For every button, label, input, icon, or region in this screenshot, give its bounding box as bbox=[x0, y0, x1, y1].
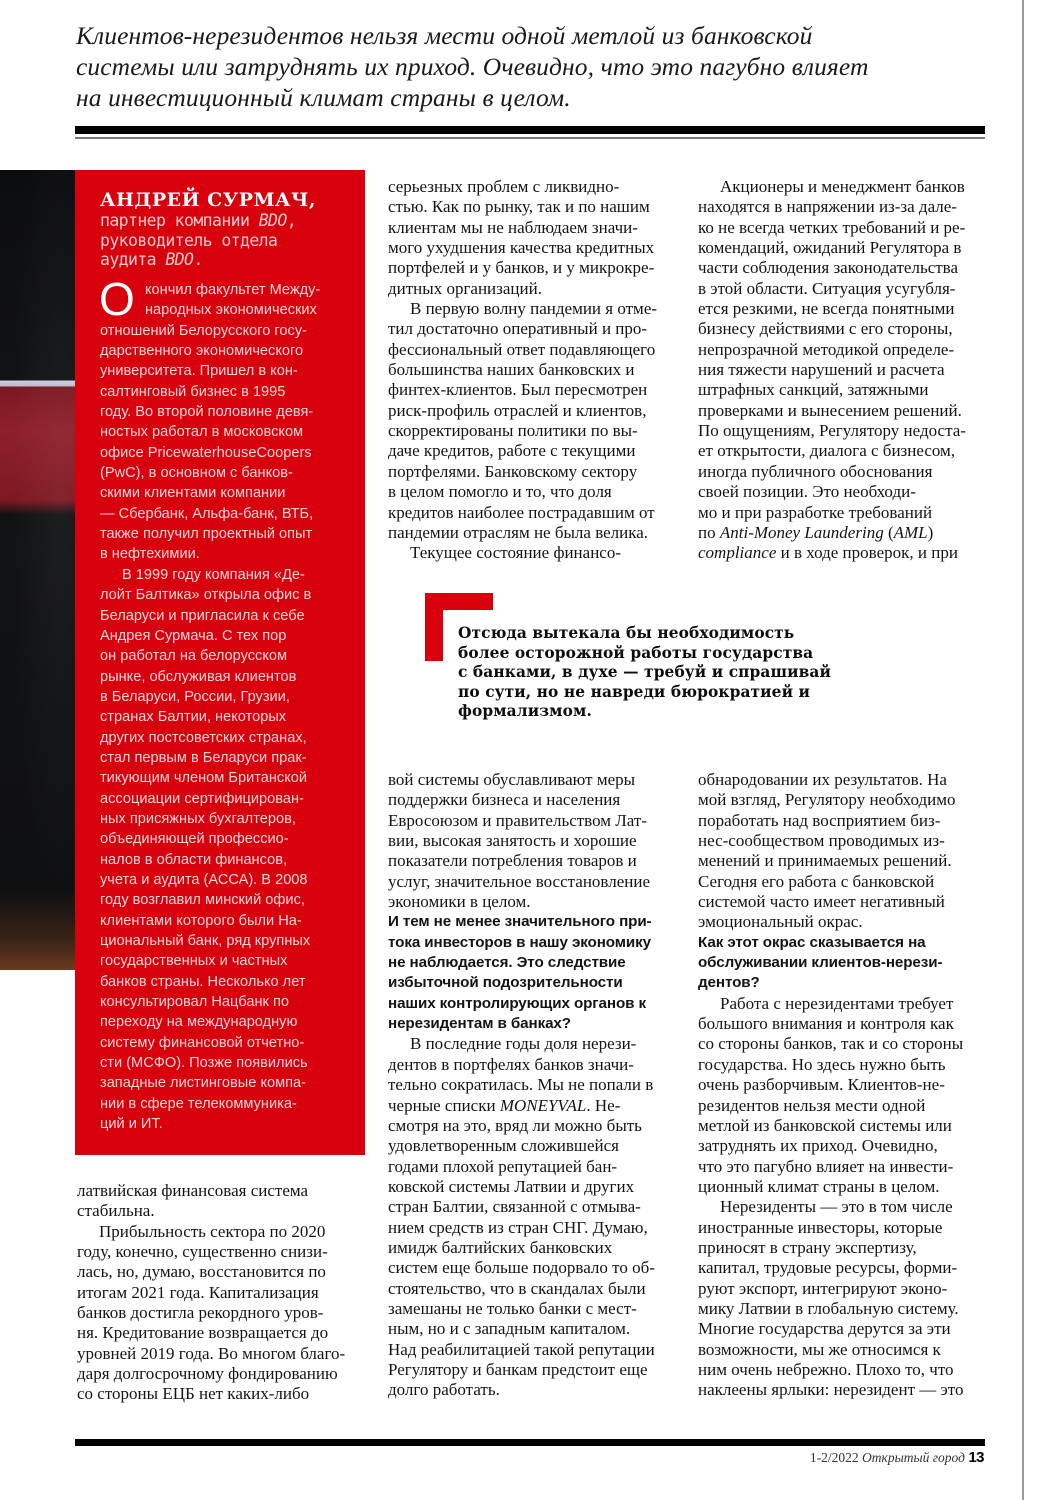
body-line: системой часто имеет негативный bbox=[698, 892, 945, 912]
body-line: нес-сообществом проводимых из- bbox=[698, 831, 945, 851]
body-line bbox=[698, 523, 988, 543]
body-line: По ощущениям, Регулятору недоста- bbox=[698, 421, 966, 441]
pull-quote-line: Клиентов-нерезидентов нельзя мести одной метлой из банковской bbox=[76, 21, 813, 50]
foreign-term: Anti-Money Laundering bbox=[719, 522, 884, 542]
column-2-top bbox=[388, 177, 680, 564]
body-line: Над реабилитацией такой репутации bbox=[388, 1339, 655, 1359]
bio-role-text: . bbox=[193, 250, 203, 269]
body-line: штрафных санкций, затяжными bbox=[698, 380, 929, 400]
body-line: серьезных проблем с ликвидно- bbox=[388, 177, 620, 196]
bio-line: циональный банк, ряд крупных bbox=[100, 933, 311, 949]
body-line: ным, но и с западным капиталом. bbox=[388, 1319, 631, 1339]
column-2-bottom bbox=[388, 770, 680, 1401]
body-line: скорректированы политики по вы- bbox=[388, 421, 638, 441]
body-line: Текущее состояние финансо- bbox=[410, 543, 621, 563]
bio-line: консультировал Нацбанк по bbox=[100, 994, 289, 1011]
body-line: ет открытости, диалога с бизнесом, bbox=[698, 441, 956, 461]
body-line: Работа с нерезидентами требует bbox=[720, 993, 954, 1013]
bio-line: систему финансовой отчетно- bbox=[100, 1034, 305, 1051]
bio-line: скими клиентами компании bbox=[100, 485, 286, 502]
bio-line: клиентами которого были На- bbox=[100, 912, 302, 929]
foreign-term: AML bbox=[893, 522, 928, 542]
body-line: даря долгосрочному фондированию bbox=[77, 1364, 338, 1384]
bio-box bbox=[75, 170, 365, 1155]
body-line: портфелями. Банковскому сектору bbox=[388, 461, 638, 481]
body-line: ним очень небрежно. Плохо то, что bbox=[698, 1359, 954, 1379]
body-line: Сегодня его работа с банковской bbox=[698, 871, 935, 891]
body-line: В первую волну пандемии я отме- bbox=[410, 299, 658, 319]
body-line: замешаны не только банки с мест- bbox=[388, 1298, 637, 1318]
bio-line: ций и ИТ. bbox=[100, 1116, 163, 1133]
portrait-photo-fragment bbox=[0, 170, 76, 970]
body-line: портфелей и у банков, и у микрокре- bbox=[388, 258, 655, 278]
bio-line: банков страны. Несколько лет bbox=[100, 973, 306, 990]
column-3-bottom bbox=[698, 770, 988, 1401]
pull-quote bbox=[76, 20, 996, 113]
header-rule-thin bbox=[75, 137, 985, 139]
quote-line: Отсюда вытекала бы необходимость bbox=[458, 624, 795, 642]
body-line: показатели потребления товаров и bbox=[388, 851, 637, 871]
body-line: мой взгляд, Регулятору необходимо bbox=[698, 790, 956, 810]
body-line: Акционеры и менеджмент банков bbox=[720, 177, 965, 196]
quote-mark-icon bbox=[425, 593, 443, 661]
body-line: резидентов нельзя мести одной bbox=[698, 1095, 926, 1115]
body-line: стоятельство, что в скандалах были bbox=[388, 1278, 646, 1298]
bio-line: учета и аудита (АССА). В 2008 bbox=[100, 871, 308, 888]
body-line: большого внимания и контроля как bbox=[698, 1014, 954, 1034]
footer-magazine-name: Открытый город bbox=[862, 1450, 965, 1465]
bio-role-company: BDO bbox=[165, 250, 194, 269]
body-line: услуг, значительное восстановление bbox=[388, 871, 650, 891]
foreign-term: MONEYVAL bbox=[499, 1095, 587, 1115]
body-line: возможности, мы же относимся к bbox=[698, 1339, 941, 1359]
text-segment: черные списки bbox=[388, 1095, 500, 1115]
body-line: мику Латвии в глобальную систему. bbox=[698, 1298, 959, 1318]
body-line: лась, но, думаю, восстановится по bbox=[77, 1262, 326, 1282]
interview-question-line: дентов? bbox=[698, 974, 760, 992]
body-line: смотря на это, вряд ли можно быть bbox=[388, 1115, 642, 1135]
interview-question-line: И тем не менее значительного при- bbox=[388, 913, 652, 931]
body-line: Евросоюзом и правительством Лат- bbox=[388, 810, 648, 830]
body-line: даче кредитов, работе с текущими bbox=[388, 441, 636, 461]
body-line: руют экспорт, интегрируют эконо- bbox=[698, 1278, 948, 1298]
bio-line: отношений Белорусского госу- bbox=[100, 322, 307, 339]
body-line: уровней 2019 года. Во многом благо- bbox=[77, 1343, 346, 1363]
body-line: ется резкими, не всегда понятными bbox=[698, 299, 955, 319]
body-line: эмоциональный окрас. bbox=[698, 912, 863, 932]
bio-text bbox=[99, 273, 362, 1134]
body-line: менений и принимаемых решений. bbox=[698, 851, 952, 871]
body-line: стран Балтии, связанной с отмыва- bbox=[388, 1197, 641, 1217]
body-line: Регулятору и банкам предстоит еще bbox=[388, 1359, 648, 1379]
body-line: иностранные инвесторы, которые bbox=[698, 1217, 943, 1237]
body-line: метлой из банковской системы или bbox=[698, 1115, 952, 1135]
body-line: затруднять их приход. Очевидно, bbox=[698, 1136, 938, 1156]
bio-line: других постсоветских странах, bbox=[100, 729, 307, 746]
body-line: ко не всегда четких требований и ре- bbox=[698, 217, 966, 237]
body-line: обнародовании их результатов. На bbox=[698, 770, 947, 789]
bio-line: сти (МСФО). Позже появились bbox=[100, 1055, 308, 1072]
pull-quote-line: на инвестиционный климат страны в целом. bbox=[76, 83, 571, 112]
bio-role-company: BDO bbox=[258, 211, 287, 230]
body-line: удовлетворенным сложившейся bbox=[388, 1136, 619, 1156]
text-segment: по bbox=[698, 522, 720, 542]
body-line: имидж балтийских банковских bbox=[388, 1237, 613, 1257]
body-line bbox=[388, 1096, 680, 1116]
body-line: иногда публичного обоснования bbox=[698, 461, 933, 481]
body-line: государства. Но здесь нужно быть bbox=[698, 1054, 946, 1074]
body-line: поддержки бизнеса и населения bbox=[388, 790, 621, 810]
interview-question-line: не наблюдается. Это следствие bbox=[388, 954, 626, 972]
body-line: поработать над восприятием биз- bbox=[698, 810, 941, 830]
interview-question-line: нерезидентам в банках? bbox=[388, 1015, 571, 1033]
bio-line: объединяющей профессио- bbox=[100, 831, 289, 848]
body-line: ковской системы Латвии и других bbox=[388, 1176, 635, 1196]
body-line: наклеены ярлыки: нерезидент — это bbox=[698, 1380, 964, 1400]
highlight-quote bbox=[458, 624, 908, 722]
interview-question-line: наших контролирующих органов к bbox=[388, 994, 646, 1012]
body-line: бизнесу действиями с его стороны, bbox=[698, 319, 953, 339]
bio-line: государственных и частных bbox=[100, 953, 288, 970]
body-line: дитных организаций. bbox=[388, 278, 542, 298]
body-line: вии, высокая занятость и хорошие bbox=[388, 831, 637, 851]
bio-line: году. Во второй половине девя- bbox=[100, 404, 314, 421]
page-number: 13 bbox=[968, 1449, 984, 1466]
bio-line: переходу на международную bbox=[100, 1014, 298, 1031]
bio-line: дарственного экономического bbox=[100, 343, 304, 360]
body-line: кредитов наиболее пострадавшим от bbox=[388, 502, 655, 522]
body-line: латвийская финансовая система bbox=[77, 1181, 309, 1200]
quote-line: с банками, в духе — требуй и спрашивай bbox=[458, 663, 832, 681]
interview-question-line: Как этот окрас сказывается на bbox=[698, 933, 926, 951]
bio-role-text: , bbox=[286, 211, 297, 230]
body-line: годами плохой репутацией бан- bbox=[388, 1156, 618, 1176]
text-segment: и в ходе проверок, и при bbox=[776, 543, 958, 563]
header-rule-thick bbox=[75, 126, 985, 134]
body-line: тельно сократилась. Мы не попали в bbox=[388, 1075, 654, 1095]
body-line: Прибыльность сектора по 2020 bbox=[99, 1221, 326, 1241]
body-line: в этой области. Ситуация усугубля- bbox=[698, 278, 956, 298]
text-segment: ) bbox=[927, 522, 934, 542]
body-line: Многие государства дерутся за эти bbox=[698, 1319, 951, 1339]
interview-question-line: тока инвесторов в нашу экономику bbox=[388, 933, 651, 951]
body-line: ня. Кредитование возвращается до bbox=[77, 1323, 329, 1343]
body-line: клиентам мы не наблюдаем значи- bbox=[388, 217, 638, 237]
body-line: В последние годы доля нерези- bbox=[410, 1034, 637, 1054]
bio-line: салтинговый бизнес в 1995 bbox=[100, 383, 286, 400]
body-line: риск-профиль отраслей и клиентов, bbox=[388, 400, 647, 420]
body-line: банков достигла рекордного уров- bbox=[77, 1303, 324, 1323]
bio-name: АНДРЕЙ СУРМАЧ, bbox=[100, 189, 316, 211]
bio-line: стал первым в Беларуси прак- bbox=[100, 749, 307, 766]
bio-line: Андрея Сурмача. С тех пор bbox=[100, 627, 287, 644]
bio-line: налов в области финансов, bbox=[100, 851, 288, 868]
pull-quote-line: системы или затруднять их приход. Очевидно, что это пагубно влияет bbox=[76, 52, 869, 81]
footer-rule bbox=[75, 1439, 985, 1446]
bio-line: народных экономических bbox=[145, 302, 317, 319]
text-segment: . Не- bbox=[586, 1095, 621, 1115]
column-3-top bbox=[698, 177, 988, 564]
bio-line: ассоциации сертифицирован- bbox=[100, 790, 304, 807]
bio-line: Беларуси и пригласила к себе bbox=[100, 607, 305, 624]
bio-line: в нефтехимии. bbox=[100, 546, 200, 563]
bio-dropcap: О bbox=[99, 273, 135, 325]
body-line: мо и при разработке требований bbox=[698, 502, 933, 522]
interview-question-line: избыточной подозрительности bbox=[388, 974, 623, 992]
bio-role-text: руководитель отдела bbox=[100, 230, 278, 250]
bio-role bbox=[100, 211, 360, 270]
body-line: стабильна. bbox=[77, 1201, 155, 1221]
bio-role-text: партнер компании bbox=[100, 211, 259, 230]
bio-role-text: аудита bbox=[100, 250, 166, 269]
bio-line: году возглавил минский офис, bbox=[100, 892, 305, 909]
page-edge-line bbox=[1022, 0, 1024, 1500]
bio-line: В 1999 году компания «Де- bbox=[122, 566, 305, 583]
body-line: ния тяжести нарушений и расчета bbox=[698, 360, 945, 380]
body-line: находятся в напряжении из-за дале- bbox=[698, 197, 957, 217]
body-line: непрозрачной методикой определе- bbox=[698, 339, 955, 359]
bio-line: университета. Пришел в кон- bbox=[100, 363, 298, 380]
body-line: части соблюдения законодательства bbox=[698, 258, 959, 278]
bio-line: нии в сфере телекоммуника- bbox=[100, 1095, 297, 1112]
body-line: со стороны банков, так и со стороны bbox=[698, 1034, 964, 1054]
body-line: мого ухудшения качества кредитных bbox=[388, 238, 655, 258]
body-line: долго работать. bbox=[388, 1380, 500, 1400]
page-footer bbox=[810, 1449, 984, 1466]
text-segment: ( bbox=[883, 522, 894, 542]
body-line: своей позиции. Это необходи- bbox=[698, 482, 916, 502]
body-line: проверками и вынесением решений. bbox=[698, 400, 962, 420]
body-line: в целом помогло и то, что доля bbox=[388, 482, 612, 502]
bio-line: офисе PricewaterhouseCoopers bbox=[100, 444, 312, 461]
body-line: экономики в целом. bbox=[388, 892, 531, 912]
bio-line: ностых работал в московском bbox=[100, 424, 304, 441]
foreign-term: compliance bbox=[698, 543, 777, 563]
bio-line: в Беларуси, России, Грузии, bbox=[100, 688, 290, 705]
body-line: приносят в страну экспертизу, bbox=[698, 1237, 917, 1257]
body-line: году, конечно, существенно снизи- bbox=[77, 1242, 328, 1262]
body-line: нием средств из стран СНГ. Думаю, bbox=[388, 1217, 648, 1237]
body-line: Нерезиденты — это в том числе bbox=[720, 1197, 953, 1217]
quote-line: более осторожной работы государства bbox=[458, 643, 814, 662]
bio-line: тикующим членом Британской bbox=[100, 770, 308, 787]
bio-line: ных присяжных бухгалтеров, bbox=[100, 810, 296, 827]
bio-line: рынке, обслуживая клиентов bbox=[100, 668, 297, 685]
body-line: финтех-клиентов. Был пересмотрен bbox=[388, 380, 648, 400]
bio-line: также получил проектный опыт bbox=[100, 526, 313, 543]
body-line: систем еще больше подорвало то об- bbox=[388, 1258, 655, 1278]
bio-line: — Сбербанк, Альфа-банк, ВТБ, bbox=[100, 505, 314, 522]
body-line: со стороны ЕЦБ нет каких-либо bbox=[77, 1384, 310, 1404]
body-line: фессиональный ответ подавляющего bbox=[388, 339, 656, 359]
column-1-bottom bbox=[77, 1181, 367, 1405]
body-line: очень разборчивым. Клиентов-не- bbox=[698, 1075, 945, 1095]
body-line: тил достаточно оперативный и про- bbox=[388, 319, 648, 339]
body-line: дентов в портфелях банков значи- bbox=[388, 1054, 634, 1074]
body-line: что это пагубно влияет на инвести- bbox=[698, 1156, 954, 1176]
bio-line: (PwC), в основном с банков- bbox=[100, 465, 293, 482]
body-line: ционный климат страны в целом. bbox=[698, 1176, 940, 1196]
body-line: большинства наших банковских и bbox=[388, 360, 635, 380]
body-line: вой системы обуславливают меры bbox=[388, 770, 636, 789]
bio-line: он работал на белорусском bbox=[100, 648, 288, 665]
bio-line: лойт Балтика» открыла офис в bbox=[100, 587, 312, 604]
body-line: комендаций, ожиданий Регулятора в bbox=[698, 238, 962, 258]
body-line: итогам 2021 года. Капитализация bbox=[77, 1282, 319, 1302]
bio-line: кончил факультет Между- bbox=[145, 282, 321, 298]
body-line: пандемии отраслям не была велика. bbox=[388, 522, 649, 542]
bio-line: западные листинговые компа- bbox=[100, 1075, 307, 1092]
body-line bbox=[698, 543, 988, 563]
quote-line: по сути, но не навреди бюрократией и bbox=[458, 682, 811, 701]
footer-issue: 1-2/2022 bbox=[809, 1450, 859, 1465]
quote-line: формализмом. bbox=[458, 702, 592, 720]
body-line: капитал, трудовые ресурсы, форми- bbox=[698, 1258, 958, 1278]
body-line: стью. Как по рынку, так и по нашим bbox=[388, 197, 650, 217]
bio-line: странах Балтии, некоторых bbox=[100, 709, 287, 726]
interview-question-line: обслуживании клиентов-нерези- bbox=[698, 954, 943, 972]
